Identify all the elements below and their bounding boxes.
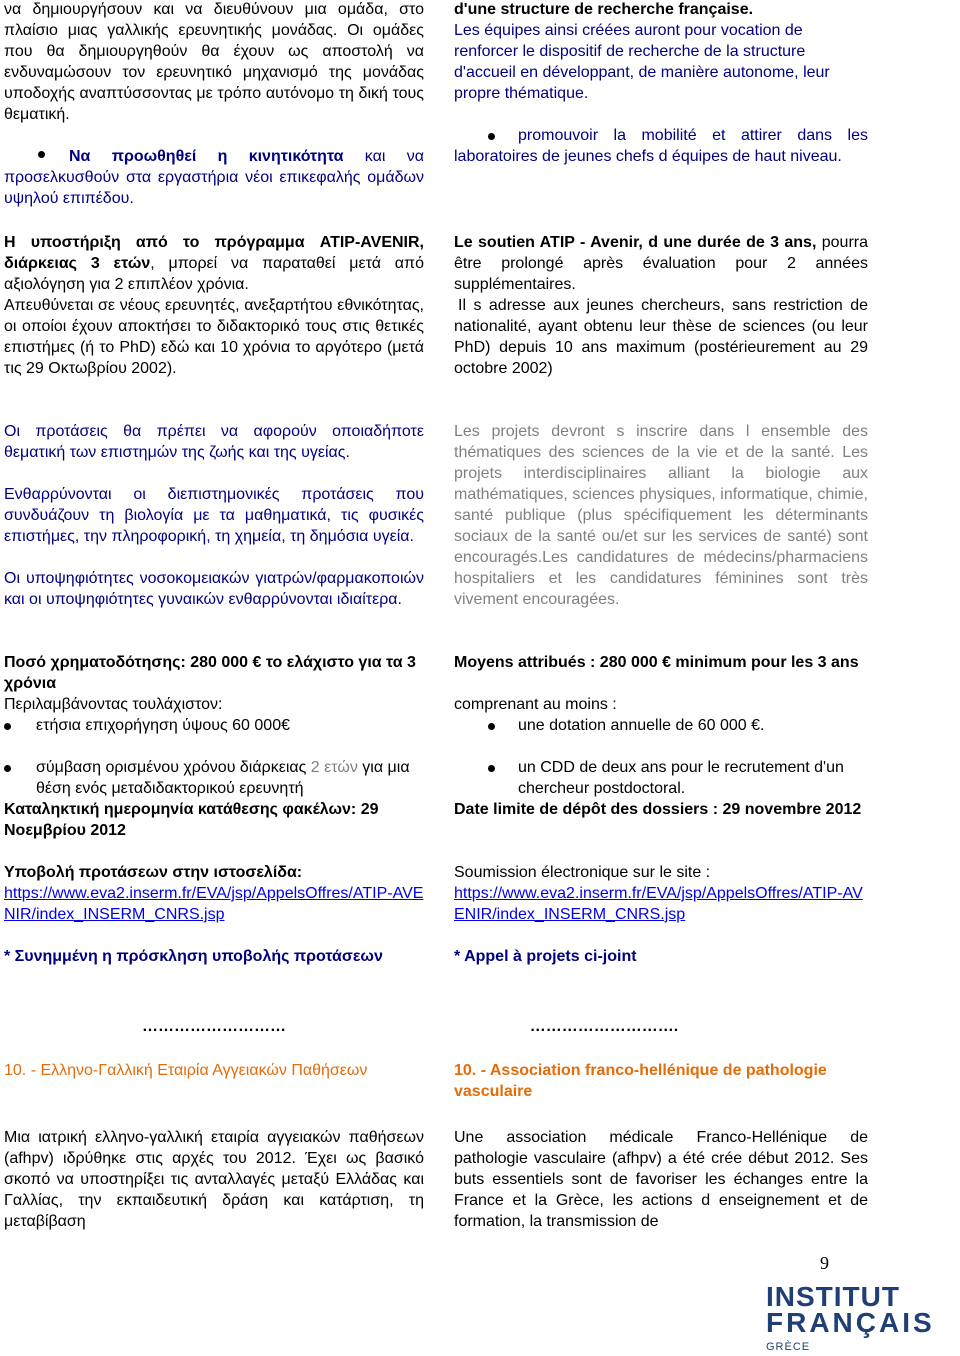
french-section-title: 10. - Association franco-hellénique de pathologie vasculaire — [454, 1062, 827, 1100]
greek-support-bold: Η υποστήριξη από το πρόγραμμα ATIP-AVENIR, διάρκειας 3 ετών — [4, 234, 424, 272]
greek-support-paragraph — [4, 232, 424, 295]
greek-funding-item1: ετήσια επιχορήγηση ύψους 60 000€ — [36, 717, 290, 734]
greek-funding-item2-c: για μια θέση ενός μεταδιδακτορικού ερευνητή — [36, 759, 410, 797]
greek-deadline: Καταληκτική ημερομηνία κατάθεσης φακέλων: 29 Νοεμβρίου 2012 — [4, 801, 379, 839]
logo-line-3: GRÈCE — [766, 1341, 811, 1353]
bullet-icon — [4, 765, 11, 772]
greek-attached-note: * Συνημμένη η πρόσκληση υποβολής προτάσεων — [4, 948, 383, 965]
greek-submission-label: Υποβολή προτάσεων στην ιστοσελίδα: — [4, 864, 303, 881]
bullet-icon — [488, 723, 495, 730]
bullet-icon — [4, 723, 11, 730]
greek-funding-item2-b: 2 ετών — [310, 759, 358, 776]
french-intro-bold: d'une structure de recherche française. — [454, 1, 754, 18]
greek-funding-item — [4, 757, 424, 799]
french-funding-item1: une dotation annuelle de 60 000 €. — [518, 717, 765, 734]
greek-mobility-bold: Να προωθηθεί η κινητικότητα — [69, 148, 344, 165]
greek-section-body: Μια ιατρική ελληνο-γαλλική εταιρία αγγειακών παθήσεων (afhpv) ιδρύθηκε στις αρχές του 2012. Έχει ως βασικό σκοπό να υποστηρίξει τις ανταλλαγές μεταξύ Ελλάδας και Γαλλίας, την εκπαιδευτική δράση και κατάρτιση, τη μεταβίβαση — [4, 1129, 424, 1230]
greek-section-title: 10. - Ελληνο-Γαλλική Εταιρία Αγγειακών Παθήσεων — [4, 1062, 368, 1079]
french-funding-includes: comprenant au moins : — [454, 696, 617, 713]
french-attached-note: * Appel à projets ci-joint — [454, 948, 637, 965]
bullet-icon — [488, 765, 495, 772]
french-column — [454, 0, 868, 1230]
french-funding-item — [454, 757, 868, 799]
greek-submission-link[interactable]: https://www.eva2.inserm.fr/EVA/jsp/AppelsOffres/ATIP-AVENIR/index_INSERM_CNRS.jsp — [4, 885, 424, 923]
greek-funding-item2-a: σύμβαση ορισμένου χρόνου διάρκειας — [36, 759, 311, 776]
greek-candidates-paragraph: Οι υποψηφιότητες νοσοκομειακών γιατρών/φαρμακοποιών και οι υποψηφιότητες γυναικών ενθαρρύνονται ιδιαίτερα. — [4, 570, 424, 608]
logo-line-1: INSTITUT — [766, 1281, 900, 1312]
greek-mobility-rest: και να προσελκυσθούν στα εργαστήρια νέοι επικεφαλής ομάδων υψηλού επιπέδου. — [4, 148, 424, 207]
greek-interdisciplinary-paragraph: Ενθαρρύνονται οι διεπιστημονικές προτάσεις που συνδυάζουν τη βιολογία με τα μαθηματικά, τις φυσικές επιστήμες, την πληροφορική, τη χημεία, τη δημόσια υγεία. — [4, 486, 424, 545]
greek-funding-item — [4, 715, 424, 736]
french-funding-item2: un CDD de deux ans pour le recrutement d'un chercheur postdoctoral. — [518, 759, 844, 797]
french-support-rest: pourra être prolongé après évaluation pour 2 années supplémentaires. — [454, 234, 868, 293]
greek-separator: ……………………… — [142, 1018, 286, 1035]
french-separator: ………………………. — [529, 1018, 679, 1035]
french-eligibility-paragraph: Il s adresse aux jeunes chercheurs, sans restriction de nationalité, ayant obtenu leur thèse de sciences (ou leur PhD) depuis 10 ans maximum (postérieurement au 29 octobre 2002) — [454, 297, 868, 377]
french-submission-label: Soumission électronique sur le site : — [454, 864, 711, 881]
french-section-body: Une association médicale Franco-Hellénique de pathologie vasculaire (afhpv) a été crée début 2012. Ses buts essentiels sont de favoriser les échanges entre la France et la Grèce, les actions d enseignement et de formation, la transmission de — [454, 1129, 868, 1230]
greek-funding-includes: Περιλαμβάνοντας τουλάχιστον: — [4, 696, 223, 713]
greek-eligibility-paragraph: Απευθύνεται σε νέους ερευνητές, ανεξαρτήτου εθνικότητας, οι οποίοι έχουν αποκτήσει το διδακτορικό τους στις θετικές επιστήμες (ή το PhD) εδώ και 10 χρόνια το αργότερο (μετά τις 29 Οκτωβρίου 2002). — [4, 297, 424, 377]
logo-line-2: FRANÇAIS — [766, 1307, 935, 1338]
greek-mobility-bullet — [4, 146, 424, 209]
greek-themes-paragraph: Οι προτάσεις θα πρέπει να αφορούν οποιαδήποτε θεματική των επιστημών της ζωής και της υγείας. — [4, 423, 424, 461]
bullet-icon — [38, 151, 45, 158]
french-support-bold: Le soutien ATIP - Avenir, d une durée de 3 ans, — [454, 234, 817, 251]
french-themes-paragraph: Les projets devront s inscrire dans l ensemble des thématiques des sciences de la vie et de la santé. Les projets interdisciplinaires alliant la biologie aux mathématiques, sciences physiques, informatique, chimie, santé publique (plus spécifiquement les déterminants sociaux de la santé ou/et sur les services de santé) sont encouragés.Les candidatures de médecins/pharmaciens hospitaliers et les candidatures féminines sont très vivement encouragées. — [454, 423, 868, 608]
greek-support-rest: , μπορεί να παραταθεί μετά από αξιολόγηση για 2 επιπλέον χρόνια. — [4, 255, 424, 293]
french-funding-title: Moyens attribués : 280 000 € minimum pour les 3 ans — [454, 654, 859, 671]
french-funding-item — [454, 715, 868, 736]
french-mobility-text: promouvoir la mobilité et attirer dans les laboratoires de jeunes chefs d équipes de haut niveau. — [454, 127, 868, 165]
french-deadline: Date limite de dépôt des dossiers : 29 novembre 2012 — [454, 801, 862, 818]
greek-funding-title: Ποσό χρηματοδότησης: 280 000 € το ελάχιστο για τα 3 χρόνια — [4, 654, 416, 692]
page-number: 9 — [820, 1253, 829, 1273]
french-support-paragraph — [454, 232, 868, 295]
greek-intro-paragraph: να δημιουργήσουν και να διευθύνουν μια ομάδα, στο πλαίσιο μιας γαλλικής ερευνητικής μονάδας. Οι ομάδες που θα δημιουργηθούν θα έχουν ως αποστολή να ενδυναμώσουν τον ερευνητικό μηχανισμό της μονάδας υποδοχής αναπτύσσοντας με τρόπο αυτόνομο τη δική τους θεματική. — [4, 1, 424, 123]
greek-column — [4, 0, 424, 1230]
french-submission-link[interactable]: https://www.eva2.inserm.fr/EVA/jsp/AppelsOffres/ATIP-AVENIR/index_INSERM_CNRS.jsp — [454, 885, 863, 923]
french-intro-paragraph: Les équipes ainsi créées auront pour vocation de renforcer le dispositif de recherche de la structure d'accueil en développant, de manière autonome, leur propre thématique. — [454, 22, 830, 102]
institut-francais-logo — [766, 1281, 935, 1353]
